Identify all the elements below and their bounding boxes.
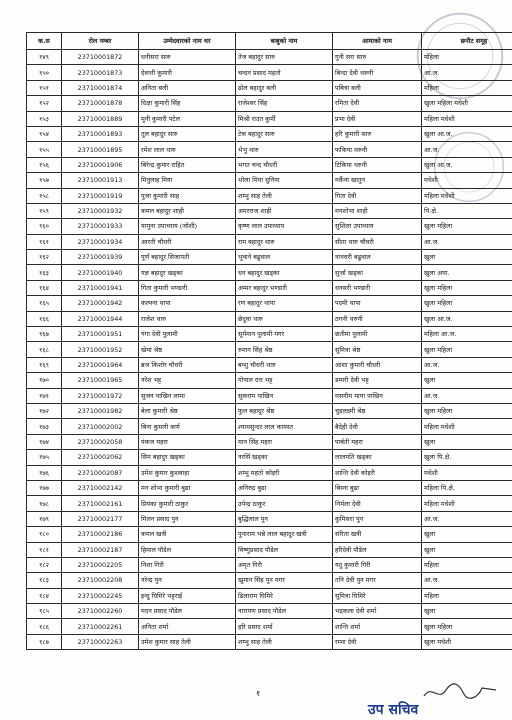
cell-roll-number: 23710001944 bbox=[62, 311, 139, 326]
cell-mother-name: यदु कुमारी गिरी bbox=[333, 557, 422, 572]
cell-mother-name: सुमित्रा श्रेष्ठ bbox=[333, 342, 422, 357]
cell-mother-name: मर्कैना खातुन bbox=[333, 173, 422, 188]
cell-serial: १७९ bbox=[27, 511, 62, 526]
cell-serial: १६२ bbox=[27, 250, 62, 265]
cell-candidate-name: नरेश भट्ट bbox=[139, 373, 236, 388]
cell-serial: १६८ bbox=[27, 342, 62, 357]
cell-father-name: नारायण प्रसाद पौडेल bbox=[236, 604, 333, 619]
cell-mother-name: पदमी थापा bbox=[333, 296, 422, 311]
cell-candidate-name: इन्दु घिमिरे भट्टराई bbox=[139, 588, 236, 603]
cell-mother-name: प्रभा देवी bbox=[333, 111, 422, 126]
cell-father-name: टेक बहादुर सारु bbox=[236, 126, 333, 141]
cell-roll-number: 23710001951 bbox=[62, 327, 139, 342]
cell-father-name: भुवाने बढुवाल bbox=[236, 250, 333, 265]
cell-selection-group: खुला मधेशी bbox=[422, 634, 512, 649]
table-row bbox=[27, 480, 512, 495]
cell-serial: १६९ bbox=[27, 357, 62, 372]
cell-mother-name: मनशोभा शाही bbox=[333, 203, 422, 218]
cell-selection-group: खुला पि.क्षे. bbox=[422, 450, 512, 465]
cell-mother-name: निर्मला देवी bbox=[333, 496, 422, 511]
table-row bbox=[27, 388, 512, 403]
cell-serial: १६५ bbox=[27, 296, 62, 311]
cell-serial: १८४ bbox=[27, 588, 62, 603]
table-row bbox=[27, 434, 512, 449]
cell-serial: १८० bbox=[27, 527, 62, 542]
cell-selection-group: खुला महिला bbox=[422, 342, 512, 357]
cell-candidate-name: तुल बहादुर सारु bbox=[139, 126, 236, 141]
cell-candidate-name: बिना कुमारी कर्ण bbox=[139, 419, 236, 434]
cell-mother-name: धनसरी भण्डारी bbox=[333, 280, 422, 295]
cell-father-name: फुल बहादुर श्रेष्ठ bbox=[236, 403, 333, 418]
cell-candidate-name: यज्ञ बहादुर खड्का bbox=[139, 265, 236, 280]
cell-candidate-name: धनीसरा सारु bbox=[139, 50, 236, 65]
cell-selection-group: आ.ज. bbox=[422, 142, 512, 157]
cell-mother-name: सुर्जा खड्का bbox=[333, 265, 422, 280]
header-mother-name: आमाको नाम bbox=[333, 33, 422, 50]
cell-candidate-name: ब्रज किशोर चौधरी bbox=[139, 357, 236, 372]
cell-father-name: मान सिंह महरा bbox=[236, 434, 333, 449]
cell-father-name: चन्दन प्रसाद महतो bbox=[236, 65, 333, 80]
cell-candidate-name: पूर्ण बहादुर सिजापती bbox=[139, 250, 236, 265]
cell-father-name: भगत चन्द चौधरी bbox=[236, 157, 333, 172]
page-number: १ bbox=[256, 689, 261, 698]
cell-selection-group: खुला महिला bbox=[422, 296, 512, 311]
cell-roll-number: 23710002142 bbox=[62, 480, 139, 495]
cell-candidate-name: मदन प्रसाद पौडेल bbox=[139, 604, 236, 619]
cell-candidate-name: बिरेन्द्र कुमार राहित bbox=[139, 157, 236, 172]
cell-roll-number: 23710002245 bbox=[62, 588, 139, 603]
cell-selection-group: महिला bbox=[422, 80, 512, 95]
cell-candidate-name: मिनुलाह मिया bbox=[139, 173, 236, 188]
cell-mother-name: शान्ति देवी कोइरी bbox=[333, 465, 422, 480]
cell-mother-name: डम्मरी देवी भट्ट bbox=[333, 373, 422, 388]
cell-mother-name: सुमित्रा घिमिरे bbox=[333, 588, 422, 603]
cell-serial: १५८ bbox=[27, 188, 62, 203]
cell-father-name: खुमान सिंह पुन मगर bbox=[236, 573, 333, 588]
cell-mother-name: तनि देवी पुन मगर bbox=[333, 573, 422, 588]
cell-father-name: कृष्ण लाल उपाध्याय bbox=[236, 219, 333, 234]
cell-mother-name: शान्ति शर्मा bbox=[333, 619, 422, 634]
table-row bbox=[27, 619, 512, 634]
cell-serial: १६७ bbox=[27, 327, 62, 342]
cell-roll-number: 23710002058 bbox=[62, 434, 139, 449]
cell-serial: १५३ bbox=[27, 111, 62, 126]
cell-candidate-name: बेला कुमारी श्रेष्ठ bbox=[139, 403, 236, 418]
cell-selection-group: खुला महिला bbox=[422, 403, 512, 418]
cell-serial: १५७ bbox=[27, 173, 62, 188]
cell-selection-group: खुला महिला मधेशी bbox=[422, 96, 512, 111]
cell-candidate-name: रमेश लाल थारु bbox=[139, 142, 236, 157]
cell-selection-group: खुला महिला bbox=[422, 619, 512, 634]
cell-selection-group: खुला आ.ज. bbox=[422, 126, 512, 141]
cell-selection-group: पि.क्षे. bbox=[422, 203, 512, 218]
table-row bbox=[27, 265, 512, 280]
cell-father-name: मिश्री राउत कुर्मी bbox=[236, 111, 333, 126]
cell-roll-number: 23710001933 bbox=[62, 219, 139, 234]
cell-serial: १६१ bbox=[27, 234, 62, 249]
cell-roll-number: 23710001939 bbox=[62, 250, 139, 265]
cell-roll-number: 23710001893 bbox=[62, 126, 139, 141]
cell-candidate-name: उमेश कुमार कुशवाहा bbox=[139, 465, 236, 480]
cell-roll-number: 23710001913 bbox=[62, 173, 139, 188]
table-row bbox=[27, 250, 512, 265]
cell-roll-number: 23710001889 bbox=[62, 111, 139, 126]
cell-father-name: विष्णुप्रसाद पौडेल bbox=[236, 542, 333, 557]
header-selection-group: छनौट समूह bbox=[422, 33, 512, 50]
table-row bbox=[27, 80, 512, 95]
table-row bbox=[27, 573, 512, 588]
cell-selection-group: खुला bbox=[422, 250, 512, 265]
cell-roll-number: 23710002205 bbox=[62, 557, 139, 572]
cell-father-name: गोपाल दत्त भट्ट bbox=[236, 373, 333, 388]
cell-mother-name: गिता देवी bbox=[333, 188, 422, 203]
cell-selection-group: महिला मधेशी bbox=[422, 188, 512, 203]
cell-mother-name: सरिता खत्री bbox=[333, 527, 422, 542]
cell-selection-group: महिला मधेशी bbox=[422, 111, 512, 126]
table-row bbox=[27, 126, 512, 141]
cell-mother-name: चुडलक्ष्मी श्रेष्ठ bbox=[333, 403, 422, 418]
table-row bbox=[27, 450, 512, 465]
cell-candidate-name: सिम बहादुर खड्का bbox=[139, 450, 236, 465]
cell-roll-number: 23710002186 bbox=[62, 527, 139, 542]
cell-father-name: हरि प्रसाद शर्मा bbox=[236, 619, 333, 634]
cell-serial: १८६ bbox=[27, 619, 62, 634]
cell-father-name: नरसिं खड्का bbox=[236, 450, 333, 465]
cell-mother-name: रम्भा देवी bbox=[333, 634, 422, 649]
table-row bbox=[27, 157, 512, 172]
cell-father-name: छेदुवा थारु bbox=[236, 311, 333, 326]
header-father-name: बाबुको नाम bbox=[236, 33, 333, 50]
cell-father-name: शम्भु महतो कोइरी bbox=[236, 465, 333, 480]
table-row bbox=[27, 219, 512, 234]
cell-selection-group: महिला bbox=[422, 50, 512, 65]
cell-father-name: सुकराम पाखिन bbox=[236, 388, 333, 403]
cell-serial: १७२ bbox=[27, 403, 62, 418]
cell-mother-name: मसनीम माया पाखिन bbox=[333, 388, 422, 403]
cell-roll-number: 23710002161 bbox=[62, 496, 139, 511]
cell-roll-number: 23710002177 bbox=[62, 511, 139, 526]
cell-father-name: भोला मिया धुनिया bbox=[236, 173, 333, 188]
cell-mother-name: हरि कुमारी सारु bbox=[333, 126, 422, 141]
cell-father-name: राम बहादुर थारु bbox=[236, 234, 333, 249]
cell-mother-name: गुनी सरा सारु bbox=[333, 50, 422, 65]
cell-selection-group: मधेशी bbox=[422, 173, 512, 188]
cell-selection-group: आ.ज. bbox=[422, 573, 512, 588]
table-row bbox=[27, 96, 512, 111]
cell-candidate-name: निशा गिरी bbox=[139, 557, 236, 572]
cell-serial: १६४ bbox=[27, 280, 62, 295]
cell-father-name: भेभु थारु bbox=[236, 142, 333, 157]
cell-candidate-name: प्रियंका कुमारी ठाकुर bbox=[139, 496, 236, 511]
table-header-row bbox=[27, 33, 512, 50]
cell-selection-group: खुला आ.ज. bbox=[422, 311, 512, 326]
cell-father-name: अम्मर बहादुर भण्डारी bbox=[236, 280, 333, 295]
cell-father-name: धन बहादुर खड्का bbox=[236, 265, 333, 280]
cell-mother-name: हरिदेवी पौडेल bbox=[333, 542, 422, 557]
cell-selection-group: महिला मधेशी bbox=[422, 496, 512, 511]
cell-roll-number: 23710001874 bbox=[62, 80, 139, 95]
cell-candidate-name: उमेश कुमार साह तेली bbox=[139, 634, 236, 649]
cell-selection-group: महिला मधेशी bbox=[422, 419, 512, 434]
cell-selection-group: आ.ज. bbox=[422, 357, 512, 372]
cell-father-name: रुमान सिंह श्रेष्ठ bbox=[236, 342, 333, 357]
table-row bbox=[27, 527, 512, 542]
cell-candidate-name: यामुना उपाध्याय (जोशी) bbox=[139, 219, 236, 234]
cell-serial: १८३ bbox=[27, 573, 62, 588]
cell-roll-number: 23710002087 bbox=[62, 465, 139, 480]
cell-serial: १५० bbox=[27, 65, 62, 80]
cell-selection-group: आ.ज. bbox=[422, 234, 512, 249]
header-roll-number: रोल नम्बर bbox=[62, 33, 139, 50]
table-row bbox=[27, 111, 512, 126]
cell-serial: १७१ bbox=[27, 388, 62, 403]
designation-stamp: उप सचिव bbox=[368, 702, 419, 718]
cell-selection-group: खुला महिला bbox=[422, 219, 512, 234]
table-row bbox=[27, 465, 512, 480]
candidate-table bbox=[26, 32, 512, 650]
table-row bbox=[27, 419, 512, 434]
header-candidate-name: उम्मेदवारको नाम थर bbox=[139, 33, 236, 50]
cell-selection-group: मधेशी bbox=[422, 465, 512, 480]
cell-mother-name: बिन्दा देवी थरुनी bbox=[333, 65, 422, 80]
cell-candidate-name: हिमाल पौडेल bbox=[139, 542, 236, 557]
cell-roll-number: 23710001895 bbox=[62, 142, 139, 157]
cell-selection-group: खुला bbox=[422, 373, 512, 388]
cell-roll-number: 23710002208 bbox=[62, 573, 139, 588]
cell-roll-number: 23710001964 bbox=[62, 357, 139, 372]
cell-candidate-name: गिता कुमारी भण्डारी bbox=[139, 280, 236, 295]
cell-mother-name: पार्बती महरा bbox=[333, 434, 422, 449]
cell-candidate-name: आरती चौधरी bbox=[139, 234, 236, 249]
cell-serial: १७४ bbox=[27, 434, 62, 449]
cell-father-name: राजेश्वर सिंह bbox=[236, 96, 333, 111]
cell-father-name: तेज बहादुर सारु bbox=[236, 50, 333, 65]
cell-roll-number: 23710001965 bbox=[62, 373, 139, 388]
cell-roll-number: 23710001873 bbox=[62, 65, 139, 80]
cell-selection-group: महिला bbox=[422, 557, 512, 572]
cell-selection-group: महिला bbox=[422, 588, 512, 603]
table-row bbox=[27, 65, 512, 80]
cell-roll-number: 23710002062 bbox=[62, 450, 139, 465]
cell-candidate-name: कमल खत्री bbox=[139, 527, 236, 542]
cell-serial: १७५ bbox=[27, 450, 62, 465]
cell-father-name: ढोल बहादुर बली bbox=[236, 80, 333, 95]
cell-father-name: पुनाराम भन्ने लाल बहादुर खत्री bbox=[236, 527, 333, 542]
cell-roll-number: 23710001940 bbox=[62, 265, 139, 280]
cell-selection-group: आ.ज. bbox=[422, 511, 512, 526]
table-row bbox=[27, 296, 512, 311]
cell-roll-number: 23710001906 bbox=[62, 157, 139, 172]
cell-candidate-name: मुनी कुमारी पटेल bbox=[139, 111, 236, 126]
cell-candidate-name: राजेश थारु bbox=[139, 311, 236, 326]
cell-roll-number: 23710001872 bbox=[62, 50, 139, 65]
cell-candidate-name: नरेन्द्र पुन bbox=[139, 573, 236, 588]
cell-father-name: शम्भु साह तेली bbox=[236, 634, 333, 649]
cell-mother-name: सीता थारु चौधरी bbox=[333, 234, 422, 249]
table-row bbox=[27, 357, 512, 372]
cell-selection-group: खुला bbox=[422, 434, 512, 449]
cell-mother-name: फकिया थरुनी bbox=[333, 142, 422, 157]
cell-serial: १८७ bbox=[27, 634, 62, 649]
cell-candidate-name: गंगा देवी पुलामी bbox=[139, 327, 236, 342]
cell-mother-name: टिकिया थरुनी bbox=[333, 157, 422, 172]
cell-candidate-name: खेमा श्रेष्ठ bbox=[139, 342, 236, 357]
cell-selection-group: आ.ज. bbox=[422, 65, 512, 80]
cell-serial: १५९ bbox=[27, 203, 62, 218]
cell-selection-group: खुला bbox=[422, 542, 512, 557]
cell-candidate-name: कमल बहादुर शाही bbox=[139, 203, 236, 218]
cell-mother-name: ठगनी थरुनी bbox=[333, 311, 422, 326]
table-row bbox=[27, 403, 512, 418]
cell-roll-number: 23710001934 bbox=[62, 234, 139, 249]
cell-roll-number: 23710001941 bbox=[62, 280, 139, 295]
cell-candidate-name: पंकज महरा bbox=[139, 434, 236, 449]
cell-selection-group: खुला महिला bbox=[422, 280, 512, 295]
cell-candidate-name: अनिता शर्मा bbox=[139, 619, 236, 634]
cell-candidate-name: मन शोभा कुमारी बुढा bbox=[139, 480, 236, 495]
cell-candidate-name: मिलन प्रसाद पुन bbox=[139, 511, 236, 526]
table-row bbox=[27, 634, 512, 649]
cell-roll-number: 23710002002 bbox=[62, 419, 139, 434]
table-row bbox=[27, 604, 512, 619]
cell-father-name: शम्भु साह तेली bbox=[236, 188, 333, 203]
cell-candidate-name: कल्पना थापा bbox=[139, 296, 236, 311]
cell-roll-number: 23710001919 bbox=[62, 188, 139, 203]
cell-candidate-name: देवन्ती कुमारी bbox=[139, 65, 236, 80]
table-row bbox=[27, 50, 512, 65]
cell-serial: १५५ bbox=[27, 142, 62, 157]
cell-mother-name: लालमति खड्का bbox=[333, 450, 422, 465]
cell-selection-group: खुला अपा. bbox=[422, 265, 512, 280]
cell-candidate-name: पुजा कुमारी साह bbox=[139, 188, 236, 203]
cell-father-name: श्यामसुन्दर लाल कायस्त bbox=[236, 419, 333, 434]
cell-mother-name: आशा कुमारी चौधरी bbox=[333, 357, 422, 372]
cell-serial: १५१ bbox=[27, 80, 62, 95]
cell-mother-name: कुमिसरा पुन bbox=[333, 511, 422, 526]
cell-roll-number: 23710001878 bbox=[62, 96, 139, 111]
cell-candidate-name: सुजन पाखिन लामा bbox=[139, 388, 236, 403]
cell-selection-group: खुला आ.ज. bbox=[422, 157, 512, 172]
cell-mother-name: छतीमा पुलामी bbox=[333, 327, 422, 342]
signature-icon bbox=[420, 680, 500, 706]
cell-roll-number: 23710001942 bbox=[62, 296, 139, 311]
cell-father-name: ढिलाराम घिमिरे bbox=[236, 588, 333, 603]
cell-mother-name: सुशिला उपाध्याय bbox=[333, 219, 422, 234]
table-row bbox=[27, 342, 512, 357]
cell-serial: १७० bbox=[27, 373, 62, 388]
cell-serial: १५२ bbox=[27, 96, 62, 111]
cell-selection-group: महिला आ.ज. bbox=[422, 327, 512, 342]
table-row bbox=[27, 373, 512, 388]
cell-roll-number: 23710001932 bbox=[62, 203, 139, 218]
table-row bbox=[27, 173, 512, 188]
table-row bbox=[27, 496, 512, 511]
cell-serial: १५४ bbox=[27, 126, 62, 141]
cell-mother-name: भद्रकला देवी शर्मा bbox=[333, 604, 422, 619]
cell-serial: १८२ bbox=[27, 557, 62, 572]
cell-roll-number: 23710001972 bbox=[62, 388, 139, 403]
cell-serial: १७३ bbox=[27, 419, 62, 434]
cell-mother-name: पबित्रा बली bbox=[333, 80, 422, 95]
cell-roll-number: 23710001952 bbox=[62, 342, 139, 357]
cell-serial: १८५ bbox=[27, 604, 62, 619]
cell-serial: १६३ bbox=[27, 265, 62, 280]
cell-serial: १८१ bbox=[27, 542, 62, 557]
cell-roll-number: 23710002263 bbox=[62, 634, 139, 649]
table-row bbox=[27, 203, 512, 218]
header-serial: क.स bbox=[27, 33, 62, 50]
cell-roll-number: 23710002260 bbox=[62, 604, 139, 619]
table-row bbox=[27, 542, 512, 557]
table-row bbox=[27, 588, 512, 603]
table-row bbox=[27, 327, 512, 342]
cell-serial: १७६ bbox=[27, 465, 62, 480]
cell-mother-name: बैदेही देवी bbox=[333, 419, 422, 434]
cell-selection-group: खुला bbox=[422, 604, 512, 619]
cell-serial: १७८ bbox=[27, 496, 62, 511]
table-row bbox=[27, 234, 512, 249]
table-row bbox=[27, 188, 512, 203]
cell-father-name: बन्शु चौधरी थारु bbox=[236, 357, 333, 372]
cell-serial: १४९ bbox=[27, 50, 62, 65]
cell-mother-name: नानधरी बढुवाल bbox=[333, 250, 422, 265]
cell-roll-number: 23710001982 bbox=[62, 403, 139, 418]
cell-mother-name: रमिता देवी bbox=[333, 96, 422, 111]
table-row bbox=[27, 511, 512, 526]
cell-father-name: रण बहादुर थापा bbox=[236, 296, 333, 311]
table-row bbox=[27, 142, 512, 157]
cell-father-name: सूर्यमान पुलामी मगर bbox=[236, 327, 333, 342]
cell-father-name: अनिरुद्र बुढा bbox=[236, 480, 333, 495]
cell-father-name: अमृत गिरी bbox=[236, 557, 333, 572]
cell-roll-number: 23710002261 bbox=[62, 619, 139, 634]
cell-serial: १५६ bbox=[27, 157, 62, 172]
cell-roll-number: 23710002187 bbox=[62, 542, 139, 557]
results-sheet bbox=[26, 32, 496, 650]
cell-selection-group: आ.ज. bbox=[422, 388, 512, 403]
cell-candidate-name: दिक्षा कुमारी सिंह bbox=[139, 96, 236, 111]
table-row bbox=[27, 557, 512, 572]
cell-father-name: अमरराज शाही bbox=[236, 203, 333, 218]
cell-selection-group: खुला bbox=[422, 527, 512, 542]
cell-serial: १६६ bbox=[27, 311, 62, 326]
cell-mother-name: बिस्ना बुढा bbox=[333, 480, 422, 495]
cell-serial: १७७ bbox=[27, 480, 62, 495]
cell-father-name: बुद्धिलाल पुन bbox=[236, 511, 333, 526]
cell-selection-group: महिला पि.क्षे. bbox=[422, 480, 512, 495]
table-row bbox=[27, 311, 512, 326]
table-row bbox=[27, 280, 512, 295]
cell-father-name: उपेन्द्र ठाकुर bbox=[236, 496, 333, 511]
cell-serial: १६० bbox=[27, 219, 62, 234]
cell-candidate-name: अनिता बली bbox=[139, 80, 236, 95]
